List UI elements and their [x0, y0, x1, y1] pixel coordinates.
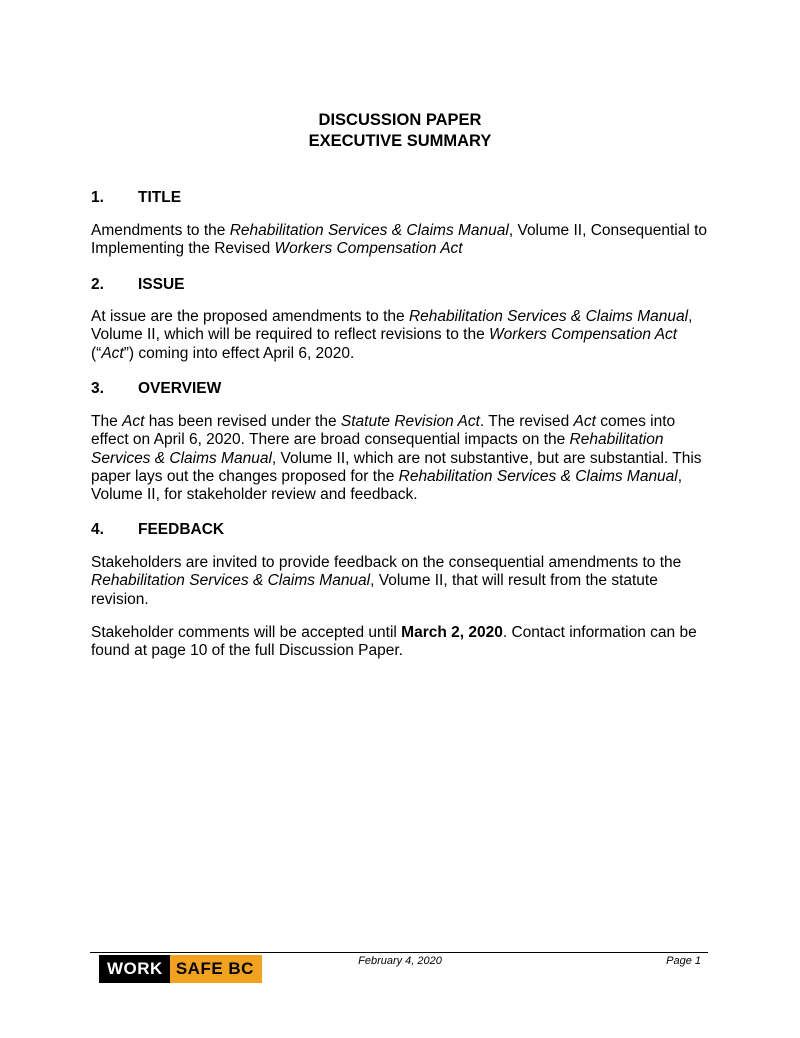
italic-text-run: Rehabilitation Services & Claims Manual — [91, 431, 664, 467]
text-run: , Volume II, which are not substantive, but are substantial. This paper lays out the changes proposed for the — [91, 449, 702, 485]
section-paragraph-title — [91, 222, 711, 259]
text-run: has been revised under the — [144, 413, 341, 430]
text-run: . The revised — [479, 413, 574, 430]
italic-text-run: Workers Compensation Act — [489, 326, 678, 344]
italic-text-run: Act — [122, 413, 145, 430]
deadline-date: March 2, 2020 — [401, 624, 503, 641]
section-heading-issue — [91, 275, 185, 294]
footer-date: February 4, 2020 — [358, 955, 442, 967]
footer-divider — [90, 952, 708, 953]
text-run: . Contact information can be found at page 10 of the full Discussion Paper. — [91, 624, 697, 660]
section-heading-overview — [91, 379, 221, 398]
text-run: , Volume II, that will result from the statute revision. — [91, 572, 658, 608]
italic-text-run: Workers Compensation Act — [274, 240, 463, 258]
section-number: 1. — [91, 189, 104, 206]
document-title — [0, 110, 800, 152]
logo-work-text: WORK — [99, 955, 170, 983]
italic-text-run: Rehabilitation Services & Claims Manual — [91, 572, 371, 590]
italic-text-run: Rehabilitation Services & Claims Manual — [229, 222, 509, 239]
italic-text-run: Rehabilitation Services & Claims Manual — [408, 308, 689, 325]
title-line-1: DISCUSSION PAPER — [318, 111, 482, 129]
text-run: Amendments to the — [91, 222, 230, 239]
section-heading-feedback — [91, 520, 224, 539]
italic-text-run: Act — [573, 413, 596, 430]
italic-text-run: Statute Revision Act — [340, 413, 480, 430]
logo-safe-bc-text: SAFE BC — [170, 955, 262, 983]
section-heading-text: TITLE — [138, 189, 182, 206]
section-number: 2. — [91, 276, 104, 293]
text-run: comes into effect on April 6, 2020. There are broad consequential impacts on the — [91, 413, 676, 449]
text-run: , Volume II, for stakeholder review and feedback. — [91, 467, 683, 504]
section-heading-text: FEEDBACK — [138, 521, 225, 538]
text-run: (“ — [91, 344, 102, 362]
italic-text-run: Act — [101, 344, 124, 362]
section-heading-text: ISSUE — [138, 276, 185, 293]
text-run: , Volume II, which will be required to reflect revisions to the — [91, 308, 693, 344]
text-run: ”) coming into effect April 6, 2020. — [123, 344, 355, 362]
section-number: 3. — [91, 380, 104, 397]
footer-page-number: Page 1 — [666, 955, 701, 967]
section-heading-text: OVERVIEW — [138, 380, 222, 397]
section-paragraph-overview — [91, 413, 711, 504]
text-run: Stakeholders are invited to provide feedback on the consequential amendments to the — [91, 554, 682, 571]
section-paragraph-feedback — [91, 554, 711, 609]
section-number: 4. — [91, 521, 104, 538]
title-line-2: EXECUTIVE SUMMARY — [308, 132, 492, 150]
text-run: , Volume II, Consequential to Implementing the Revised — [91, 222, 708, 258]
text-run: Stakeholder comments will be accepted until — [91, 624, 402, 641]
text-run: At issue are the proposed amendments to the — [91, 308, 409, 325]
section-paragraph-issue — [91, 308, 711, 363]
text-run: The — [91, 413, 123, 430]
italic-text-run: Rehabilitation Services & Claims Manual — [398, 467, 678, 485]
section-heading-title — [91, 188, 181, 207]
section-paragraph-deadline — [91, 624, 711, 661]
